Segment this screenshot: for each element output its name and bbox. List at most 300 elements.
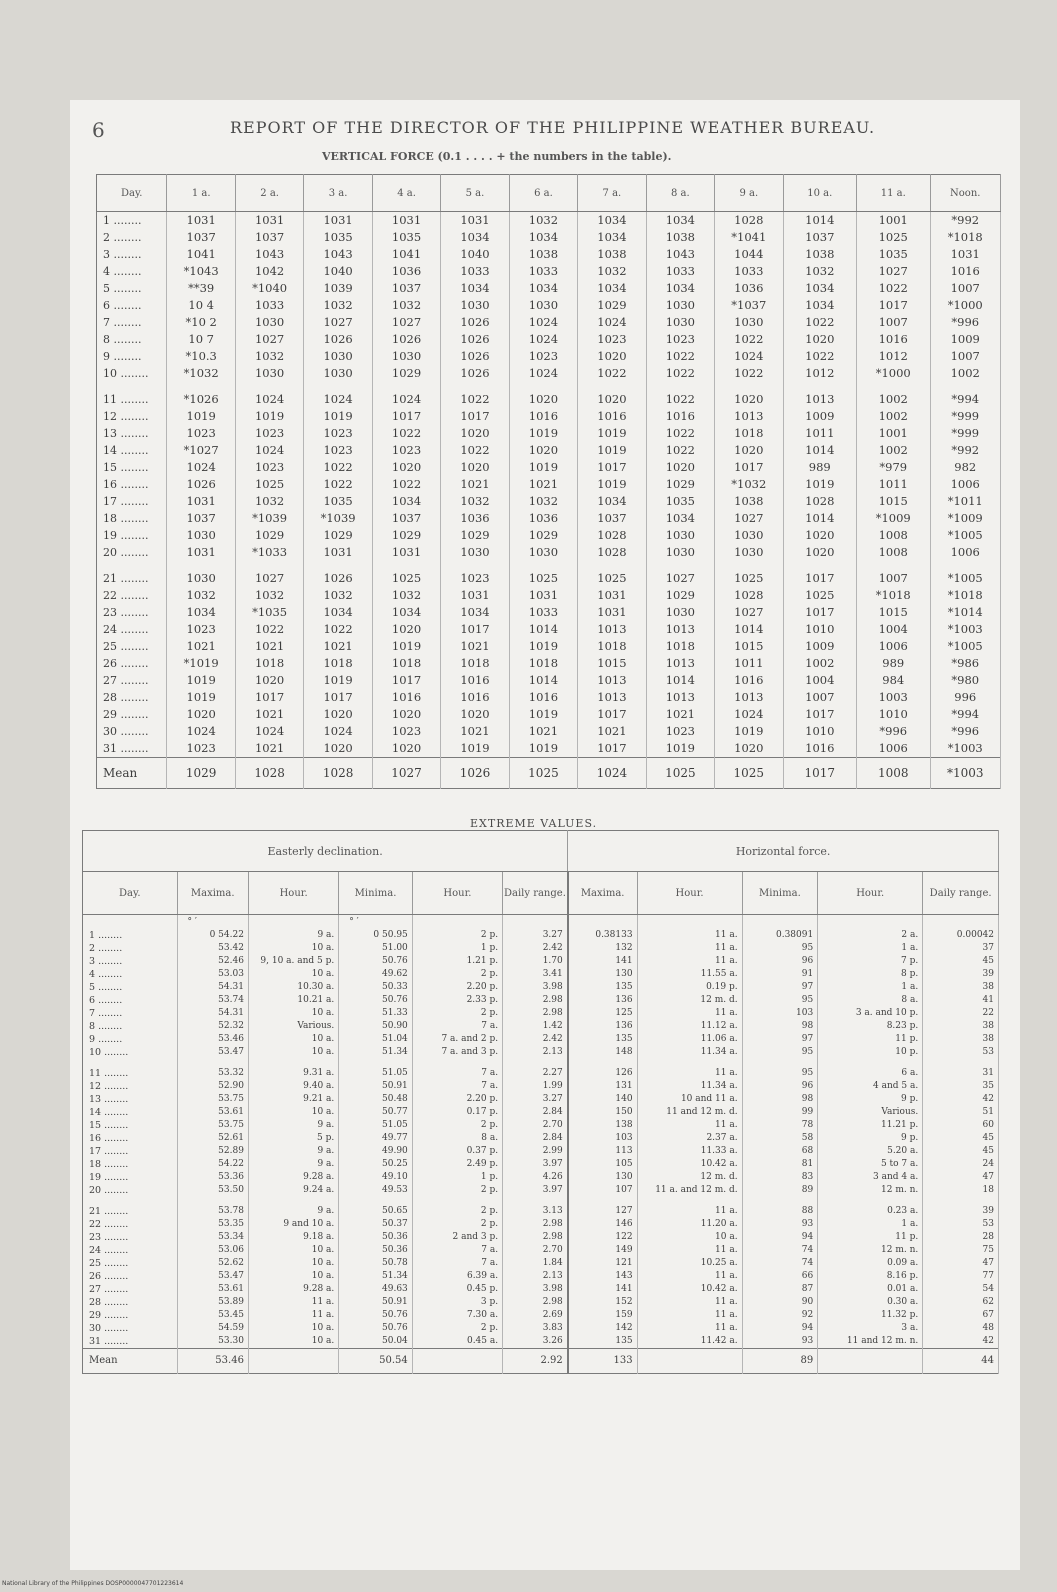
value-cell: 1021 (167, 638, 235, 655)
ev-column-header: Hour. (818, 872, 923, 915)
mean-value: 1008 (857, 758, 930, 789)
table-row (97, 365, 1001, 382)
value-cell: 1041 (372, 246, 440, 263)
table-row (83, 1218, 999, 1231)
value-cell: 50.91 (339, 1080, 413, 1093)
value-cell: 1017 (783, 706, 856, 723)
value-cell: 51.05 (339, 1059, 413, 1080)
table-row (83, 1059, 999, 1080)
table-row (83, 955, 999, 968)
value-cell: 50.76 (339, 1309, 413, 1322)
value-cell: 0.01 a. (818, 1283, 923, 1296)
value-cell: 75 (923, 1244, 999, 1257)
table-row (83, 1145, 999, 1158)
value-cell: 7 a. (412, 1257, 502, 1270)
value-cell: 9 a. (248, 1158, 338, 1171)
day-cell: 3 ........ (97, 246, 167, 263)
value-cell: 1019 (304, 672, 372, 689)
value-cell: 1035 (646, 493, 714, 510)
value-cell: 140 (568, 1093, 637, 1106)
value-cell: 3.13 (503, 1197, 568, 1218)
day-cell: 16 ........ (83, 1132, 178, 1145)
value-cell: 1036 (372, 263, 440, 280)
value-cell: 1004 (857, 621, 930, 638)
value-cell: 54.22 (177, 1158, 248, 1171)
table-row (83, 942, 999, 955)
value-cell: 1032 (578, 263, 646, 280)
value-cell: 50.78 (339, 1257, 413, 1270)
value-cell: 1017 (304, 689, 372, 706)
value-cell: *999 (930, 425, 1001, 442)
mean-value: 50.54 (339, 1349, 413, 1374)
value-cell: 11 a. (637, 1244, 742, 1257)
value-cell: 1031 (167, 544, 235, 561)
value-cell: 1019 (509, 425, 577, 442)
value-cell: 0.30 a. (818, 1296, 923, 1309)
value-cell: 2 p. (412, 1119, 502, 1132)
value-cell: 1043 (646, 246, 714, 263)
value-cell: 1018 (715, 425, 783, 442)
value-cell: 1007 (930, 348, 1001, 365)
value-cell: 7 a. and 3 p. (412, 1046, 502, 1059)
value-cell: 1036 (715, 280, 783, 297)
table-row (97, 723, 1001, 740)
value-cell: 2 p. (412, 1184, 502, 1197)
value-cell: 1009 (783, 408, 856, 425)
value-cell: 1014 (783, 212, 856, 230)
value-cell: 0.17 p. (412, 1106, 502, 1119)
value-cell: 1012 (857, 348, 930, 365)
value-cell: 1023 (235, 425, 303, 442)
value-cell: *996 (857, 723, 930, 740)
day-cell: 11 ........ (83, 1059, 178, 1080)
unit-cell (742, 915, 818, 930)
value-cell: 1026 (167, 476, 235, 493)
value-cell: 152 (568, 1296, 637, 1309)
value-cell: 1017 (578, 740, 646, 758)
value-cell: 0.37 p. (412, 1145, 502, 1158)
value-cell: 53.47 (177, 1046, 248, 1059)
value-cell: 1014 (646, 672, 714, 689)
value-cell: 1026 (441, 348, 509, 365)
day-cell: 24 ........ (83, 1244, 178, 1257)
value-cell: 62 (923, 1296, 999, 1309)
day-cell: 20 ........ (83, 1184, 178, 1197)
value-cell: 1034 (304, 604, 372, 621)
table-row (97, 587, 1001, 604)
table-row (97, 459, 1001, 476)
table-row (83, 968, 999, 981)
value-cell: 38 (923, 1020, 999, 1033)
value-cell: 2.42 (503, 942, 568, 955)
value-cell: 1029 (509, 527, 577, 544)
value-cell: 1032 (372, 587, 440, 604)
value-cell: 3 a. and 10 p. (818, 1007, 923, 1020)
value-cell: 149 (568, 1244, 637, 1257)
value-cell: 1016 (857, 331, 930, 348)
mean-value (412, 1349, 502, 1374)
value-cell: 1037 (372, 280, 440, 297)
value-cell: 1011 (857, 476, 930, 493)
day-cell: 8 ........ (83, 1020, 178, 1033)
day-cell: 7 ........ (83, 1007, 178, 1020)
table-row (97, 689, 1001, 706)
value-cell: 7 a. (412, 1080, 502, 1093)
value-cell: 68 (742, 1145, 818, 1158)
value-cell: 138 (568, 1119, 637, 1132)
value-cell: 1034 (578, 493, 646, 510)
vf-column-header: 2 a. (235, 175, 303, 212)
value-cell: 141 (568, 1283, 637, 1296)
day-cell: 10 ........ (97, 365, 167, 382)
value-cell: *1019 (167, 655, 235, 672)
value-cell: 87 (742, 1283, 818, 1296)
value-cell: 1013 (783, 382, 856, 408)
value-cell: 1013 (715, 408, 783, 425)
page-title: REPORT OF THE DIRECTOR OF THE PHILIPPINE WEATHER BUREAU. (230, 118, 876, 137)
value-cell: 11 p. (818, 1033, 923, 1046)
value-cell: 1035 (857, 246, 930, 263)
value-cell: 1033 (509, 604, 577, 621)
day-cell: 25 ........ (83, 1257, 178, 1270)
value-cell: 1030 (509, 297, 577, 314)
table-row (97, 382, 1001, 408)
value-cell: 1034 (646, 212, 714, 230)
value-cell: 1026 (304, 331, 372, 348)
vf-column-header: 3 a. (304, 175, 372, 212)
table-row (83, 1046, 999, 1059)
value-cell: 1036 (509, 510, 577, 527)
value-cell: 2 p. (412, 1218, 502, 1231)
value-cell: 50.36 (339, 1244, 413, 1257)
value-cell: 53.61 (177, 1283, 248, 1296)
vf-column-header: 11 a. (857, 175, 930, 212)
value-cell: *1003 (930, 740, 1001, 758)
table-row (83, 1231, 999, 1244)
value-cell: 10 a. (248, 1270, 338, 1283)
value-cell: 1041 (167, 246, 235, 263)
value-cell: 989 (783, 459, 856, 476)
value-cell: 67 (923, 1309, 999, 1322)
value-cell: 1028 (783, 493, 856, 510)
value-cell: 1017 (441, 621, 509, 638)
value-cell: 1030 (441, 297, 509, 314)
value-cell: 1017 (857, 297, 930, 314)
value-cell: 2 and 3 p. (412, 1231, 502, 1244)
value-cell: 1010 (783, 621, 856, 638)
value-cell: 54 (923, 1283, 999, 1296)
value-cell: *1037 (715, 297, 783, 314)
value-cell: 11 a. (637, 1059, 742, 1080)
value-cell: 1017 (783, 561, 856, 587)
value-cell: 1034 (783, 280, 856, 297)
value-cell: 2.99 (503, 1145, 568, 1158)
value-cell: 47 (923, 1257, 999, 1270)
value-cell: 11 a. (637, 1270, 742, 1283)
mean-label: Mean (83, 1349, 178, 1374)
value-cell: 11.34 a. (637, 1080, 742, 1093)
value-cell: 1029 (578, 297, 646, 314)
value-cell: 1010 (857, 706, 930, 723)
value-cell: 51.33 (339, 1007, 413, 1020)
value-cell: 1042 (235, 263, 303, 280)
value-cell: 90 (742, 1296, 818, 1309)
value-cell: 1024 (509, 365, 577, 382)
value-cell: 9.28 a. (248, 1171, 338, 1184)
value-cell: *1018 (930, 587, 1001, 604)
value-cell: 1012 (783, 365, 856, 382)
value-cell: 3.41 (503, 968, 568, 981)
value-cell: 1029 (372, 527, 440, 544)
value-cell: 1013 (715, 689, 783, 706)
value-cell: 1028 (715, 587, 783, 604)
value-cell: 53.75 (177, 1093, 248, 1106)
value-cell: 1015 (715, 638, 783, 655)
value-cell: 1030 (372, 348, 440, 365)
value-cell: 42 (923, 1093, 999, 1106)
day-cell: 23 ........ (83, 1231, 178, 1244)
day-cell: 22 ........ (83, 1218, 178, 1231)
value-cell: 1014 (509, 621, 577, 638)
value-cell: 10 a. (248, 968, 338, 981)
ev-column-header: Minima. (339, 872, 413, 915)
value-cell: 1001 (857, 212, 930, 230)
value-cell: 12 m. n. (818, 1244, 923, 1257)
value-cell: 1014 (783, 442, 856, 459)
value-cell: 1030 (167, 561, 235, 587)
value-cell: 150 (568, 1106, 637, 1119)
value-cell: 1022 (304, 459, 372, 476)
value-cell: 1022 (304, 621, 372, 638)
value-cell: 1021 (441, 638, 509, 655)
value-cell: *1000 (930, 297, 1001, 314)
value-cell: 3.98 (503, 1283, 568, 1296)
value-cell: 2.98 (503, 1218, 568, 1231)
value-cell: 1004 (783, 672, 856, 689)
mean-value: 2.92 (503, 1349, 568, 1374)
value-cell: 1020 (715, 382, 783, 408)
day-cell: 13 ........ (97, 425, 167, 442)
value-cell: 1002 (930, 365, 1001, 382)
value-cell: 1016 (509, 408, 577, 425)
table-row (83, 1270, 999, 1283)
value-cell: 1027 (715, 604, 783, 621)
value-cell: 1022 (578, 365, 646, 382)
value-cell: 1034 (441, 604, 509, 621)
value-cell: 131 (568, 1080, 637, 1093)
value-cell: 989 (857, 655, 930, 672)
unit-cell (818, 915, 923, 930)
value-cell: *992 (930, 212, 1001, 230)
value-cell: 159 (568, 1309, 637, 1322)
value-cell: 2.98 (503, 1296, 568, 1309)
value-cell: 1034 (578, 280, 646, 297)
value-cell: 1031 (441, 212, 509, 230)
value-cell: 77 (923, 1270, 999, 1283)
value-cell: 1003 (857, 689, 930, 706)
value-cell: *986 (930, 655, 1001, 672)
extreme-values-title: EXTREME VALUES. (470, 817, 598, 830)
vf-column-header: 8 a. (646, 175, 714, 212)
value-cell: 11 a. (637, 929, 742, 942)
value-cell: 11 a. (637, 1197, 742, 1218)
vertical-force-subtitle: VERTICAL FORCE (0.1 . . . . + the numbers in the table). (322, 150, 672, 163)
value-cell: 1032 (783, 263, 856, 280)
value-cell: 1032 (235, 493, 303, 510)
value-cell: 10 p. (818, 1046, 923, 1059)
value-cell: 11 a. (637, 1007, 742, 1020)
table-row (83, 929, 999, 942)
unit-cell (503, 915, 568, 930)
value-cell: 54.31 (177, 981, 248, 994)
value-cell: 1016 (441, 689, 509, 706)
vf-column-header: 5 a. (441, 175, 509, 212)
value-cell: 1021 (441, 723, 509, 740)
value-cell: 132 (568, 942, 637, 955)
value-cell: 98 (742, 1020, 818, 1033)
value-cell: 95 (742, 1059, 818, 1080)
value-cell: *10 2 (167, 314, 235, 331)
value-cell: 1031 (372, 212, 440, 230)
value-cell: 1035 (372, 229, 440, 246)
value-cell: 10 a. (248, 1244, 338, 1257)
day-cell: 15 ........ (97, 459, 167, 476)
value-cell: 9 p. (818, 1093, 923, 1106)
value-cell: 51.05 (339, 1119, 413, 1132)
value-cell: 1034 (509, 229, 577, 246)
value-cell: 2 p. (412, 1007, 502, 1020)
value-cell: 1011 (715, 655, 783, 672)
mean-value: 1025 (646, 758, 714, 789)
value-cell: 1017 (783, 604, 856, 621)
value-cell: 88 (742, 1197, 818, 1218)
value-cell: 1021 (578, 723, 646, 740)
value-cell: 49.77 (339, 1132, 413, 1145)
extreme-values-table (82, 830, 999, 1374)
value-cell: 9.31 a. (248, 1059, 338, 1080)
value-cell: 1013 (578, 672, 646, 689)
value-cell: 0.00042 (923, 929, 999, 942)
value-cell: 1033 (235, 297, 303, 314)
value-cell: 1010 (783, 723, 856, 740)
value-cell: 1043 (304, 246, 372, 263)
value-cell: 113 (568, 1145, 637, 1158)
value-cell: 48 (923, 1322, 999, 1335)
value-cell: 1020 (235, 672, 303, 689)
value-cell: 1020 (441, 706, 509, 723)
value-cell: 1009 (930, 331, 1001, 348)
value-cell: 8 a. (818, 994, 923, 1007)
value-cell: 1027 (646, 561, 714, 587)
value-cell: 10 a. (248, 1335, 338, 1349)
value-cell: 1020 (167, 706, 235, 723)
value-cell: 1022 (441, 382, 509, 408)
value-cell: 1030 (715, 544, 783, 561)
value-cell: 9.18 a. (248, 1231, 338, 1244)
value-cell: 7 a. and 2 p. (412, 1033, 502, 1046)
value-cell: 1020 (783, 331, 856, 348)
value-cell: 11 a. (637, 1309, 742, 1322)
value-cell: *1018 (930, 229, 1001, 246)
value-cell: 54.31 (177, 1007, 248, 1020)
mean-value: 89 (742, 1349, 818, 1374)
value-cell: 1018 (646, 638, 714, 655)
day-cell: 19 ........ (97, 527, 167, 544)
table-row (83, 1197, 999, 1218)
value-cell: 47 (923, 1171, 999, 1184)
value-cell: 7 a. (412, 1020, 502, 1033)
value-cell: 1020 (646, 459, 714, 476)
day-cell: 9 ........ (83, 1033, 178, 1046)
value-cell: 1 p. (412, 942, 502, 955)
value-cell: 1018 (235, 655, 303, 672)
value-cell: 122 (568, 1231, 637, 1244)
value-cell: 1019 (646, 740, 714, 758)
value-cell: 95 (742, 1046, 818, 1059)
value-cell: 1027 (304, 314, 372, 331)
value-cell: 3.98 (503, 981, 568, 994)
value-cell: 96 (742, 955, 818, 968)
value-cell: 4 and 5 a. (818, 1080, 923, 1093)
value-cell: 93 (742, 1218, 818, 1231)
value-cell: 1013 (646, 689, 714, 706)
value-cell: 1.99 (503, 1080, 568, 1093)
value-cell: 1019 (783, 476, 856, 493)
value-cell: 1013 (646, 655, 714, 672)
value-cell: 1030 (441, 544, 509, 561)
value-cell: 1016 (509, 689, 577, 706)
day-cell: 15 ........ (83, 1119, 178, 1132)
value-cell: 1037 (235, 229, 303, 246)
value-cell: *1005 (930, 527, 1001, 544)
value-cell: 10 a. (248, 1106, 338, 1119)
value-cell: 0.19 p. (637, 981, 742, 994)
value-cell: *1032 (167, 365, 235, 382)
value-cell: 53.46 (177, 1033, 248, 1046)
value-cell: 5.20 a. (818, 1145, 923, 1158)
value-cell: 984 (857, 672, 930, 689)
value-cell: *1043 (167, 263, 235, 280)
value-cell: 10 a. (248, 942, 338, 955)
value-cell: 1034 (578, 212, 646, 230)
value-cell: 45 (923, 955, 999, 968)
value-cell: 1030 (509, 544, 577, 561)
value-cell: 1030 (715, 527, 783, 544)
value-cell: 1027 (715, 510, 783, 527)
value-cell: *1003 (930, 621, 1001, 638)
value-cell: 49.63 (339, 1283, 413, 1296)
value-cell: 12 m. d. (637, 1171, 742, 1184)
value-cell: 1019 (509, 740, 577, 758)
value-cell: 1024 (715, 706, 783, 723)
value-cell: 1032 (235, 587, 303, 604)
day-cell: 27 ........ (97, 672, 167, 689)
day-cell: 10 ........ (83, 1046, 178, 1059)
value-cell: 52.61 (177, 1132, 248, 1145)
value-cell: 1021 (509, 476, 577, 493)
value-cell: 74 (742, 1244, 818, 1257)
value-cell: 54.59 (177, 1322, 248, 1335)
table-row (97, 510, 1001, 527)
value-cell: 10 and 11 a. (637, 1093, 742, 1106)
mean-row (97, 758, 1001, 789)
mean-value (818, 1349, 923, 1374)
value-cell: 10 a. (248, 1257, 338, 1270)
day-cell: 29 ........ (83, 1309, 178, 1322)
value-cell: 2.98 (503, 1007, 568, 1020)
value-cell: 1.70 (503, 955, 568, 968)
value-cell: 5 p. (248, 1132, 338, 1145)
